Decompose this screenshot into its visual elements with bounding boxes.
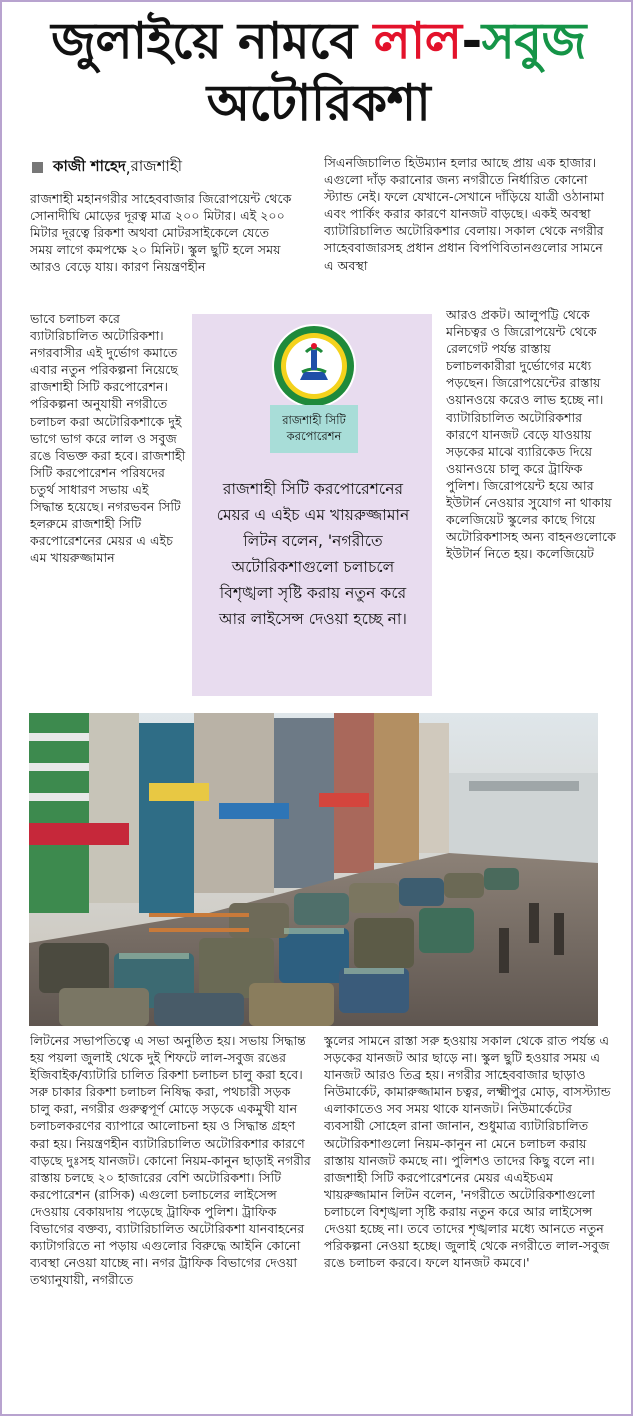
headline-line-2: অটোরিকশা	[206, 74, 431, 132]
body-column-right-top	[324, 154, 614, 306]
byline-location: রাজশাহী	[130, 157, 182, 175]
street-traffic-photo-drawing	[29, 713, 598, 1026]
byline-author: কাজী শাহেদ	[53, 157, 126, 175]
logo-caption-line-1: রাজশাহী সিটি	[282, 413, 346, 427]
logo-caption-line-2: করপোরেশন	[286, 429, 342, 443]
logo-caption	[270, 405, 358, 453]
headline-dash: -	[461, 12, 482, 70]
headline	[2, 10, 633, 134]
body-paragraph: রাজশাহী মহানগরীর সাহেববাজার জিরোপয়েন্ট থেকে সোনাদীঘি মোড়ের দূরত্ব মাত্র ২০০ মিটার। এই ২০০ মিটার দূরত্বে রিকশা অথবা মোটরসাইকেলে যেতে সময় লাগে কমপক্ষে ২০ মিনিট। স্কুল ছুটি হলে সময় আরও বেড়ে যায়। কারণ নিয়ন্ত্রণহীন	[30, 191, 292, 275]
body-column-left-narrow	[30, 310, 186, 698]
body-paragraph: সিএনজিচালিত হিউম্যান হলার আছে প্রায় এক হাজার। এগুলো দাঁড় করানোর জন্য নগরীতে নির্ধারিত কোনো স্ট্যান্ড নেই। ফলে যেখানে-সেখানে দাঁড়িয়ে যাত্রী ওঠানামা এবং পার্কিং করার কারণে যানজট বাড়ছে। একই অবস্থা ব্যাটারিচালিত অটোরিকশার বেলায়। সকাল থেকে নগরীর সাহেববাজারসহ প্রধান প্রধান বিপণিবিতানগুলোর সামনে এ অবস্থা	[324, 155, 605, 273]
byline-square-icon	[32, 162, 43, 173]
headline-green-word: সবুজ	[481, 12, 586, 70]
body-column-right-narrow	[446, 306, 618, 700]
byline	[32, 155, 182, 180]
street-traffic-autorickshaw-photo	[29, 713, 598, 1026]
headline-part-1: জুলাইয়ে নামবে	[51, 12, 374, 70]
rajshahi-city-corporation-seal-icon	[270, 322, 358, 410]
headline-red-word: লাল	[373, 12, 462, 70]
body-paragraph: লিটনের সভাপতিত্বে এ সভা অনুষ্ঠিত হয়। সভায় সিদ্ধান্ত হয় পয়লা জুলাই থেকে দুই শিফটে লাল-সবুজ রঙের ইজিবাইক/ব্যাটারি চালিত রিকশা চলাচল চালু করা হবে। সরু চাকার রিকশা চলাচল নিষিদ্ধ করা, পথচারী সড়ক চালু করা, নগরীর গুরুত্বপূর্ণ মোড়ে সড়কে একমুখী যান চলাচলকরণের ব্যাপারে আলোচনা হয় ও সিদ্ধান্ত গ্রহণ করা হয়। নিয়ন্ত্রণহীন ব্যাটারিচালিত অটোরিকশার কারণে বাড়ছে দুঃসহ যানজট। কোনো নিয়ম-কানুন ছাড়াই নগরীর রাস্তায় চলছে ২০ হাজারের বেশি অটোরিকশা। সিটি করপোরেশন (রাসিক) এগুলো চলাচলের লাইসেন্স দেওয়ায় বেকায়দায় পড়েছে ট্রাফিক পুলিশ। ট্রাফিক বিভাগের বক্তব্য, ব্যাটারিচালিত অটোরিকশা যানবাহনের ক্যাটাগরিতে না পড়ায় এগুলোর বিরুদ্ধে আইনি কোনো ব্যবস্থা নেওয়া যাচ্ছে না। নগর ট্রাফিক বিভাগের দেওয়া তথ্যানুযায়ী, নগরীতে	[30, 1033, 311, 1288]
rajshahi-city-corporation-logo	[270, 322, 358, 410]
body-paragraph: ভাবে চলাচল করে ব্যাটারিচালিত অটোরিকশা। নগরবাসীর এই দুর্ভোগ কমাতে এবার নতুন পরিকল্পনা নিয়েছে রাজশাহী সিটি করপোরেশন। পরিকল্পনা অনুযায়ী নগরীতে চলাচল করা অটোরিকশাকে দুই ভাগে ভাগ করে লাল ও সবুজ রঙে বিভক্ত করা হবে। রাজশাহী সিটি করপোরেশন পরিষদের চতুর্থ সাধারণ সভায় এই সিদ্ধান্ত হয়েছে। নগরভবন সিটি হলরুমে রাজশাহী সিটি করপোরেশনের মেয়র এ এইচ এম খায়রুজ্জামান	[30, 311, 186, 566]
body-column-bottom-right	[324, 1032, 616, 1408]
headline-line-1	[2, 10, 633, 72]
body-column-bottom-left	[30, 1032, 314, 1408]
body-paragraph: আরও প্রকট। আলুপট্টি থেকে মনিচত্বর ও জিরোপয়েন্ট থেকে রেলগেট পর্যন্ত রাস্তায় চলাচলকারীরা দুর্ভোগের মধ্যে পড়ছেন। জিরোপয়েন্টের রাস্তায় ওয়ানওয়ে করেও লাভ হচ্ছে না। ব্যাটারিচালিত অটোরিকশার কারণে যানজট বেড়ে যাওয়ায় সড়কের মাঝে ব্যারিকেড দিয়ে ওয়ানওয়ে চালু করে ট্রাফিক পুলিশ। জিরোপয়েন্ট হয়ে আর ইউটার্ন নেওয়ার সুযোগ না থাকায় কলেজিয়েট স্কুলের কাছে গিয়ে অটোরিকশাসহ অন্য বাহনগুলোকে ইউটার্ন নিতে হয়। কলেজিয়েট	[446, 307, 616, 562]
body-paragraph: স্কুলের সামনে রাস্তা সরু হওয়ায় সকাল থেকে রাত পর্যন্ত এ সড়কের যানজট আর ছাড়ে না। স্কুল ছুটি হওয়ার সময় এ যানজট আরও তিব্র হয়। নগরীর সাহেববাজার ছাড়াও নিউমার্কেট, কামারুজ্জামান চত্বর, লক্ষ্মীপুর মোড়, বাসস্ট্যান্ড এলাকাতেও সব সময় থাকে যানজট। নিউমার্কেটের ব্যবসায়ী সোহেল রানা জানান, শুধুমাত্র ব্যাটারিচালিত অটোরিকশাগুলো নিয়ম-কানুন না মেনে চলাচল করায় রাস্তায় যানজট কমছে না। পুলিশও তাদের কিছু বলে না। রাজশাহী সিটি করপোরেশনের মেয়র এএইচএম খায়রুজ্জামান লিটন বলেন, 'নগরীতে অটোরিকশাগুলো চলাচলে বিশৃঙ্খলা সৃষ্টি করায় নতুন করে আর লাইসেন্স দেওয়া হচ্ছে না। তবে তাদের শৃঙ্খলার মধ্যে আনতে নতুন পরিকল্পনা নেওয়া হচ্ছে। জুলাই থেকে নগরীতে লাল-সবুজ রঙে চলাচল করবে। ফলে যানজট কমবে।'	[324, 1033, 611, 1271]
body-column-left-top	[30, 190, 292, 310]
byline-separator: ,	[125, 158, 131, 177]
pullquote-text: রাজশাহী সিটি করপোরেশনের মেয়র এ এইচ এম খায়রুজ্জামান লিটন বলেন, 'নগরীতে অটোরিকশাগুলো চলাচলে বিশৃঙ্খলা সৃষ্টি করায় নতুন করে আর লাইসেন্স দেওয়া হচ্ছে না।	[216, 480, 410, 628]
